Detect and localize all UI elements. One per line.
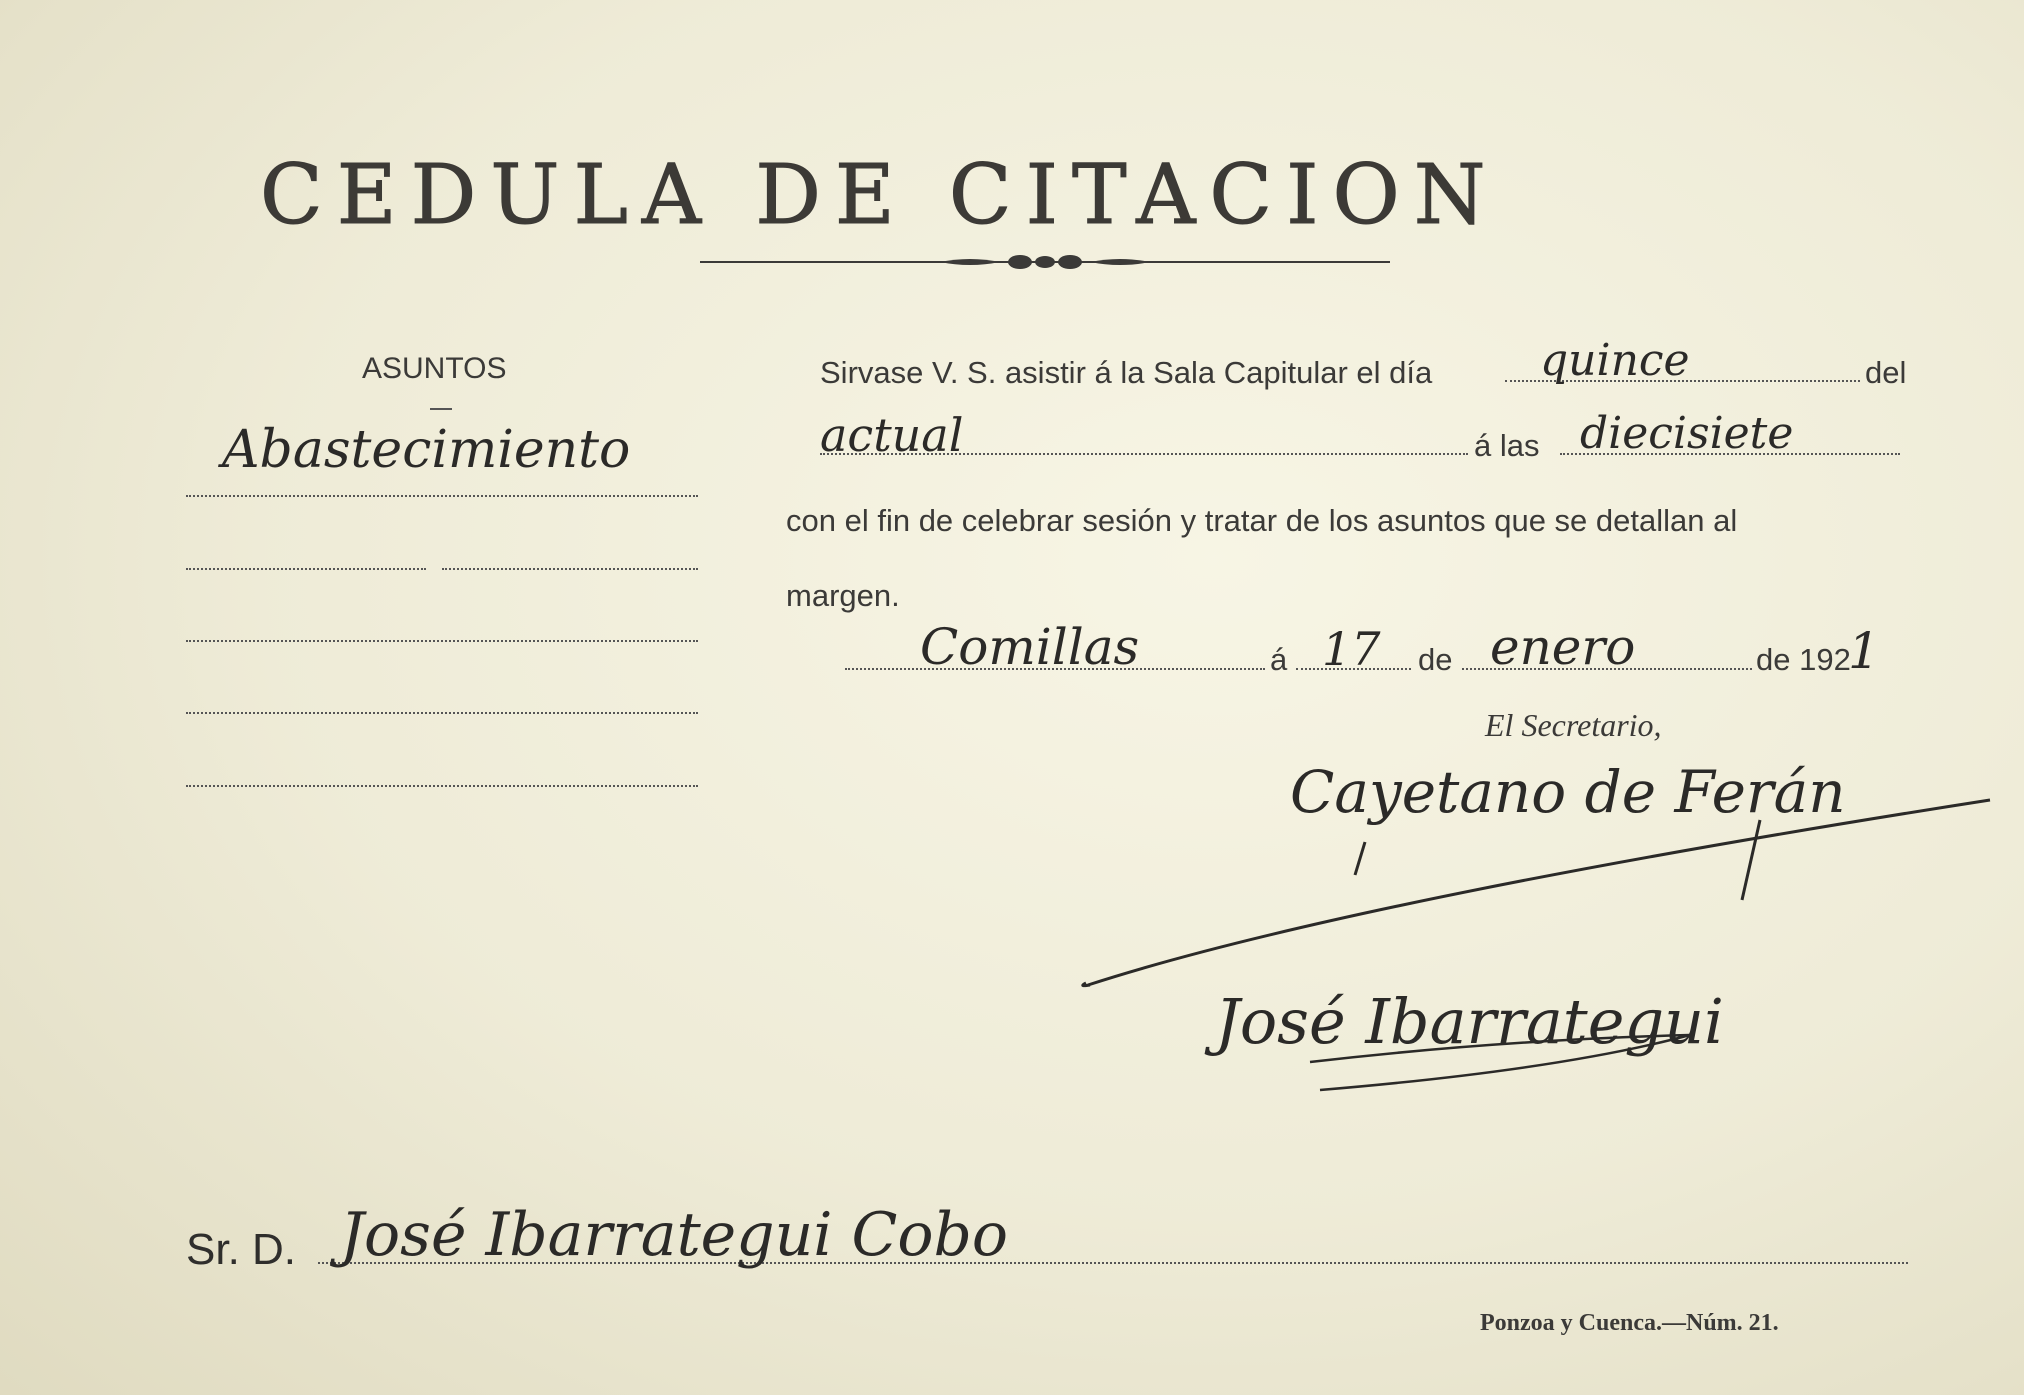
secretary-label: El Secretario, [1485,707,1662,743]
asuntos-heading: ASUNTOS [362,352,507,385]
date-de: de [1418,642,1453,677]
day-value-handwritten: quince [1540,335,1690,386]
margin-entry-handwritten: Abastecimiento [222,420,631,480]
hour-label: á las [1474,428,1540,463]
document-title: CEDULA DE CITACION [260,148,1500,243]
date-day-handwritten: 17 [1322,622,1381,676]
body-line-1: Sirvase V. S. asistir á la Sala Capitular el día [820,355,1433,390]
body-line-1-end: del [1865,355,1907,390]
date-year-prefix: de 192 [1756,642,1851,677]
printer-imprint: Ponzoa y Cuenca.—Núm. 21. [1480,1310,1779,1336]
body-line-3: con el fin de celebrar sesión y tratar de los asuntos que se detallan al [786,503,1738,538]
addressee-name-handwritten: José Ibarrategui Cobo [340,1200,1009,1270]
place-value-handwritten: Comillas [920,618,1140,676]
mayor-signature: José Ibarrategui [1215,985,1724,1058]
secretary-signature: Cayetano de Ferán [1290,758,1846,826]
body-line-4: margen. [786,578,900,613]
date-a: á [1270,642,1288,677]
date-month-handwritten: enero [1490,618,1636,676]
hour-value-handwritten: diecisiete [1580,408,1794,459]
month-value-handwritten: actual [820,408,964,462]
date-year-handwritten: 1 [1848,622,1880,680]
addressee-prefix: Sr. D. [186,1225,297,1274]
